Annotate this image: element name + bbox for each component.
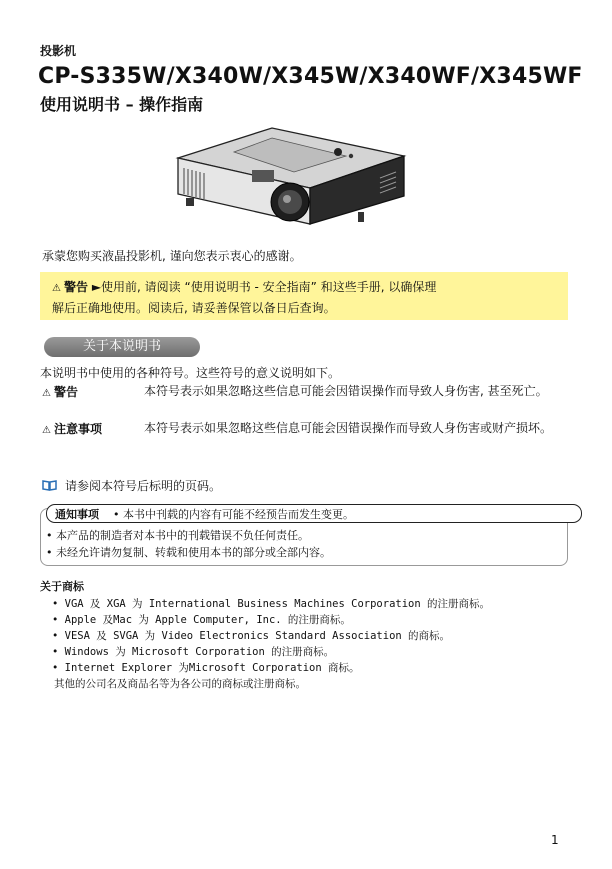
trademark-item: • Internet Explorer 为Microsoft Corporation 商标。 [52, 662, 360, 674]
trademark-item: • Windows 为 Microsoft Corporation 的注册商标。 [52, 646, 335, 658]
notice-item: • 本产品的制造者对本书中的刊载错误不负任何责任。 [46, 529, 309, 542]
projector-illustration [168, 120, 420, 230]
trademark-item: • Apple 及Mac 为 Apple Computer, Inc. 的注册商标。 [52, 614, 351, 626]
symbol-label: 警告 [53, 385, 78, 399]
notice-header [46, 504, 582, 523]
trademark-item: • VGA 及 XGA 为 International Business Machines Corporation 的注册商标。 [52, 598, 491, 610]
notice-item: • 本书中刊载的内容有可能不经预告而发生变更。 [113, 508, 354, 521]
trademark-item: • VESA 及 SVGA 为 Video Electronics Standard Association 的商标。 [52, 630, 451, 642]
symbol-description: 本符号表示如果忽略这些信息可能会因错误操作而导致人身伤害或财产损坏。 [144, 421, 553, 435]
warning-triangle-icon: ⚠ [42, 388, 51, 399]
warning-label: 警告 [63, 280, 88, 294]
warning-triangle-icon: ⚠ [42, 425, 51, 436]
trademarks-footer: 其他的公司名及商品名等为各公司的商标或注册商标。 [54, 678, 306, 690]
trademarks-title: 关于商标 [40, 580, 84, 593]
page-reference-text: 请参阅本符号后标明的页码。 [65, 479, 222, 493]
section-intro: 本说明书中使用的各种符号。这些符号的意义说明如下。 [40, 366, 341, 380]
warning-triangle-icon: ⚠ [52, 283, 61, 294]
doc-subtitle: 使用说明书 – 操作指南 [40, 95, 204, 114]
section-heading: 关于本说明书 [44, 337, 200, 357]
notice-title: 通知事项 [55, 508, 99, 521]
notice-item: • 未经允许请勿复制、转载和使用本书的部分或全部内容。 [46, 546, 331, 559]
notice-box [40, 508, 568, 566]
warning-line-1: ►使用前, 请阅读 “使用说明书 - 安全指南” 和这些手册, 以确保理 [91, 280, 437, 294]
symbol-description: 本符号表示如果忽略这些信息可能会因错误操作而导致人身伤害, 甚至死亡。 [144, 384, 548, 398]
doc-kicker: 投影机 [40, 44, 77, 58]
model-title: CP-S335W/X340W/X345W/X340WF/X345WF [38, 64, 583, 89]
intro-text: 承蒙您购买液晶投影机, 谨向您表示衷心的感谢。 [42, 249, 302, 263]
page-reference-line [42, 477, 221, 494]
book-icon [42, 480, 57, 491]
symbol-label: 注意事项 [53, 422, 102, 436]
page-number: 1 [551, 833, 559, 847]
warning-box [40, 272, 568, 320]
warning-line-2: 解后正确地使用。阅读后, 请妥善保管以备日后查询。 [52, 301, 336, 315]
